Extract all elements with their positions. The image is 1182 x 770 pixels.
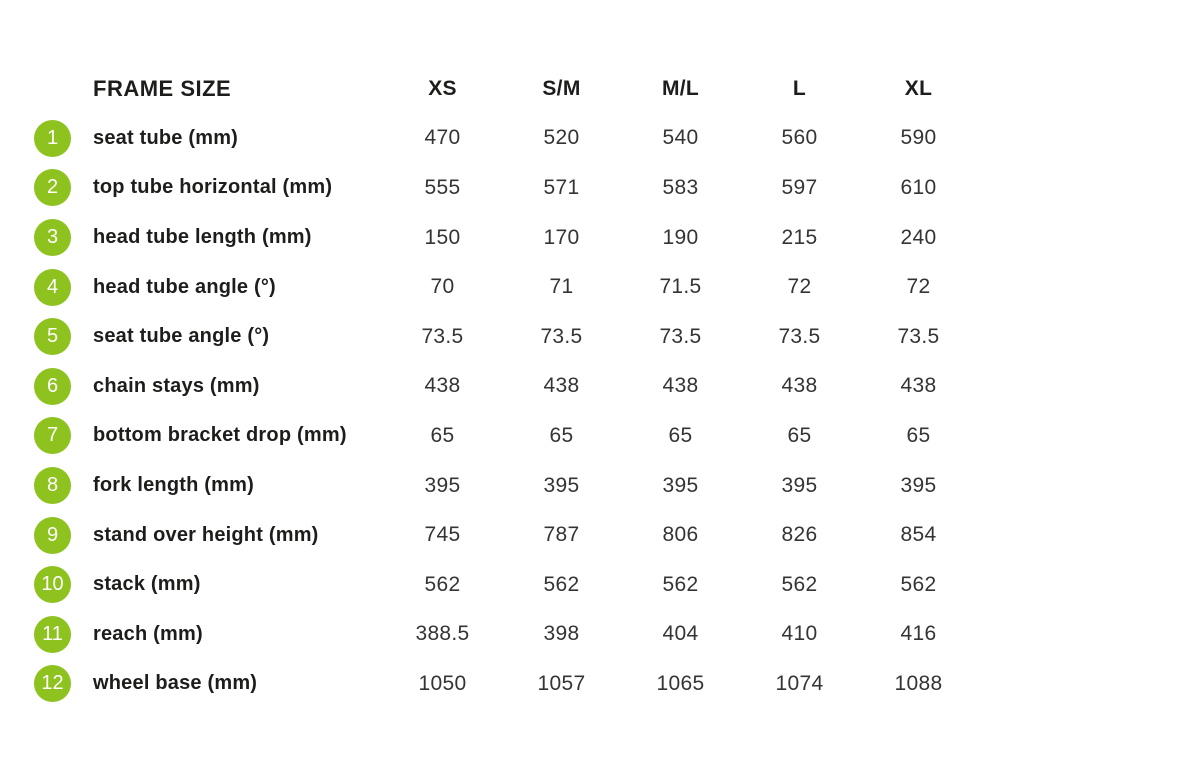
column-header-xs: XS	[428, 76, 457, 100]
value-cell-ml: 438	[662, 374, 699, 398]
value-cell-xs: 395	[424, 473, 461, 497]
value-cell-ml: 73.5	[659, 324, 702, 348]
value-cell-xl: 854	[900, 523, 937, 547]
value-cell-ml: 65	[668, 423, 693, 447]
row-label: stand over height (mm)	[93, 523, 319, 546]
row-label: chain stays (mm)	[93, 374, 260, 397]
row-number-badge: 11	[34, 616, 71, 653]
row-label: top tube horizontal (mm)	[93, 176, 333, 199]
row-number-badge: 12	[34, 665, 71, 702]
value-cell-sm: 170	[543, 225, 580, 249]
value-cell-sm: 787	[543, 523, 580, 547]
badge-cell	[34, 417, 93, 454]
badge-cell	[34, 318, 93, 355]
value-cell-sm: 395	[543, 473, 580, 497]
badge-cell	[34, 219, 93, 256]
table-row	[34, 610, 1182, 660]
badge-cell	[34, 269, 93, 306]
value-cell-xl: 416	[900, 622, 937, 646]
value-cell-xs: 70	[430, 275, 455, 299]
column-header-xl: XL	[904, 76, 933, 100]
table-row	[34, 560, 1182, 610]
value-cell-l: 438	[781, 374, 818, 398]
frame-size-header: FRAME SIZE	[93, 75, 232, 101]
row-number-badge: 3	[34, 219, 71, 256]
badge-cell	[34, 665, 93, 702]
value-cell-xl: 562	[900, 572, 937, 596]
table-row	[34, 312, 1182, 362]
value-cell-ml: 71.5	[659, 275, 702, 299]
row-label: wheel base (mm)	[93, 672, 258, 695]
row-label: seat tube (mm)	[93, 126, 239, 149]
value-cell-xs: 73.5	[421, 324, 464, 348]
column-header-ml: M/L	[661, 76, 700, 100]
value-cell-ml: 583	[662, 175, 699, 199]
table-row	[34, 213, 1182, 263]
value-cell-sm: 71	[549, 275, 574, 299]
row-label: seat tube angle (°)	[93, 325, 270, 348]
value-cell-sm: 398	[543, 622, 580, 646]
row-label: stack (mm)	[93, 573, 201, 596]
value-cell-l: 597	[781, 175, 818, 199]
row-number-badge: 5	[34, 318, 71, 355]
value-cell-ml: 540	[662, 126, 699, 150]
value-cell-xs: 555	[424, 175, 461, 199]
value-cell-xl: 590	[900, 126, 937, 150]
value-cell-sm: 1057	[537, 671, 586, 695]
table-row	[34, 461, 1182, 511]
value-cell-ml: 562	[662, 572, 699, 596]
value-cell-sm: 65	[549, 423, 574, 447]
row-number-badge: 4	[34, 269, 71, 306]
badge-cell	[34, 169, 93, 206]
value-cell-xl: 73.5	[897, 324, 940, 348]
badge-cell	[34, 368, 93, 405]
value-cell-xs: 65	[430, 423, 455, 447]
row-number-badge: 1	[34, 120, 71, 157]
value-cell-sm: 562	[543, 572, 580, 596]
row-label: head tube length (mm)	[93, 226, 312, 249]
value-cell-l: 410	[781, 622, 818, 646]
value-cell-l: 826	[781, 523, 818, 547]
row-number-badge: 8	[34, 467, 71, 504]
value-cell-l: 73.5	[778, 324, 821, 348]
value-cell-xl: 1088	[894, 671, 943, 695]
table-row	[34, 659, 1182, 709]
row-number-badge: 9	[34, 517, 71, 554]
table-row	[34, 114, 1182, 164]
row-number-badge: 2	[34, 169, 71, 206]
value-cell-xs: 438	[424, 374, 461, 398]
value-cell-ml: 190	[662, 225, 699, 249]
table-row	[34, 510, 1182, 560]
badge-cell	[34, 467, 93, 504]
row-label: bottom bracket drop (mm)	[93, 424, 347, 447]
badge-cell	[34, 120, 93, 157]
value-cell-xl: 395	[900, 473, 937, 497]
value-cell-xl: 65	[906, 423, 931, 447]
value-cell-ml: 404	[662, 622, 699, 646]
value-cell-sm: 571	[543, 175, 580, 199]
value-cell-l: 1074	[775, 671, 824, 695]
value-cell-l: 560	[781, 126, 818, 150]
value-cell-l: 65	[787, 423, 812, 447]
value-cell-ml: 806	[662, 523, 699, 547]
value-cell-xs: 1050	[418, 671, 467, 695]
column-header-l: L	[792, 76, 807, 100]
badge-cell	[34, 517, 93, 554]
value-cell-xl: 240	[900, 225, 937, 249]
value-cell-sm: 73.5	[540, 324, 583, 348]
table-header-row	[34, 64, 1182, 114]
value-cell-xs: 745	[424, 523, 461, 547]
value-cell-xs: 470	[424, 126, 461, 150]
value-cell-xs: 388.5	[415, 622, 470, 646]
badge-cell	[34, 566, 93, 603]
table-row	[34, 163, 1182, 213]
row-label: head tube angle (°)	[93, 275, 276, 298]
row-number-badge: 10	[34, 566, 71, 603]
column-header-sm: S/M	[542, 76, 581, 100]
value-cell-ml: 395	[662, 473, 699, 497]
table-body	[34, 114, 1182, 709]
badge-cell	[34, 616, 93, 653]
row-label: reach (mm)	[93, 622, 203, 645]
value-cell-sm: 520	[543, 126, 580, 150]
table-row	[34, 411, 1182, 461]
value-cell-xs: 562	[424, 572, 461, 596]
value-cell-xl: 438	[900, 374, 937, 398]
row-label: fork length (mm)	[93, 474, 254, 497]
table-row	[34, 362, 1182, 412]
value-cell-l: 215	[781, 225, 818, 249]
row-number-badge: 6	[34, 368, 71, 405]
value-cell-ml: 1065	[656, 671, 705, 695]
value-cell-l: 72	[787, 275, 812, 299]
value-cell-l: 562	[781, 572, 818, 596]
table-row	[34, 262, 1182, 312]
row-number-badge: 7	[34, 417, 71, 454]
value-cell-xl: 610	[900, 175, 937, 199]
value-cell-l: 395	[781, 473, 818, 497]
value-cell-xl: 72	[906, 275, 931, 299]
value-cell-sm: 438	[543, 374, 580, 398]
value-cell-xs: 150	[424, 225, 461, 249]
